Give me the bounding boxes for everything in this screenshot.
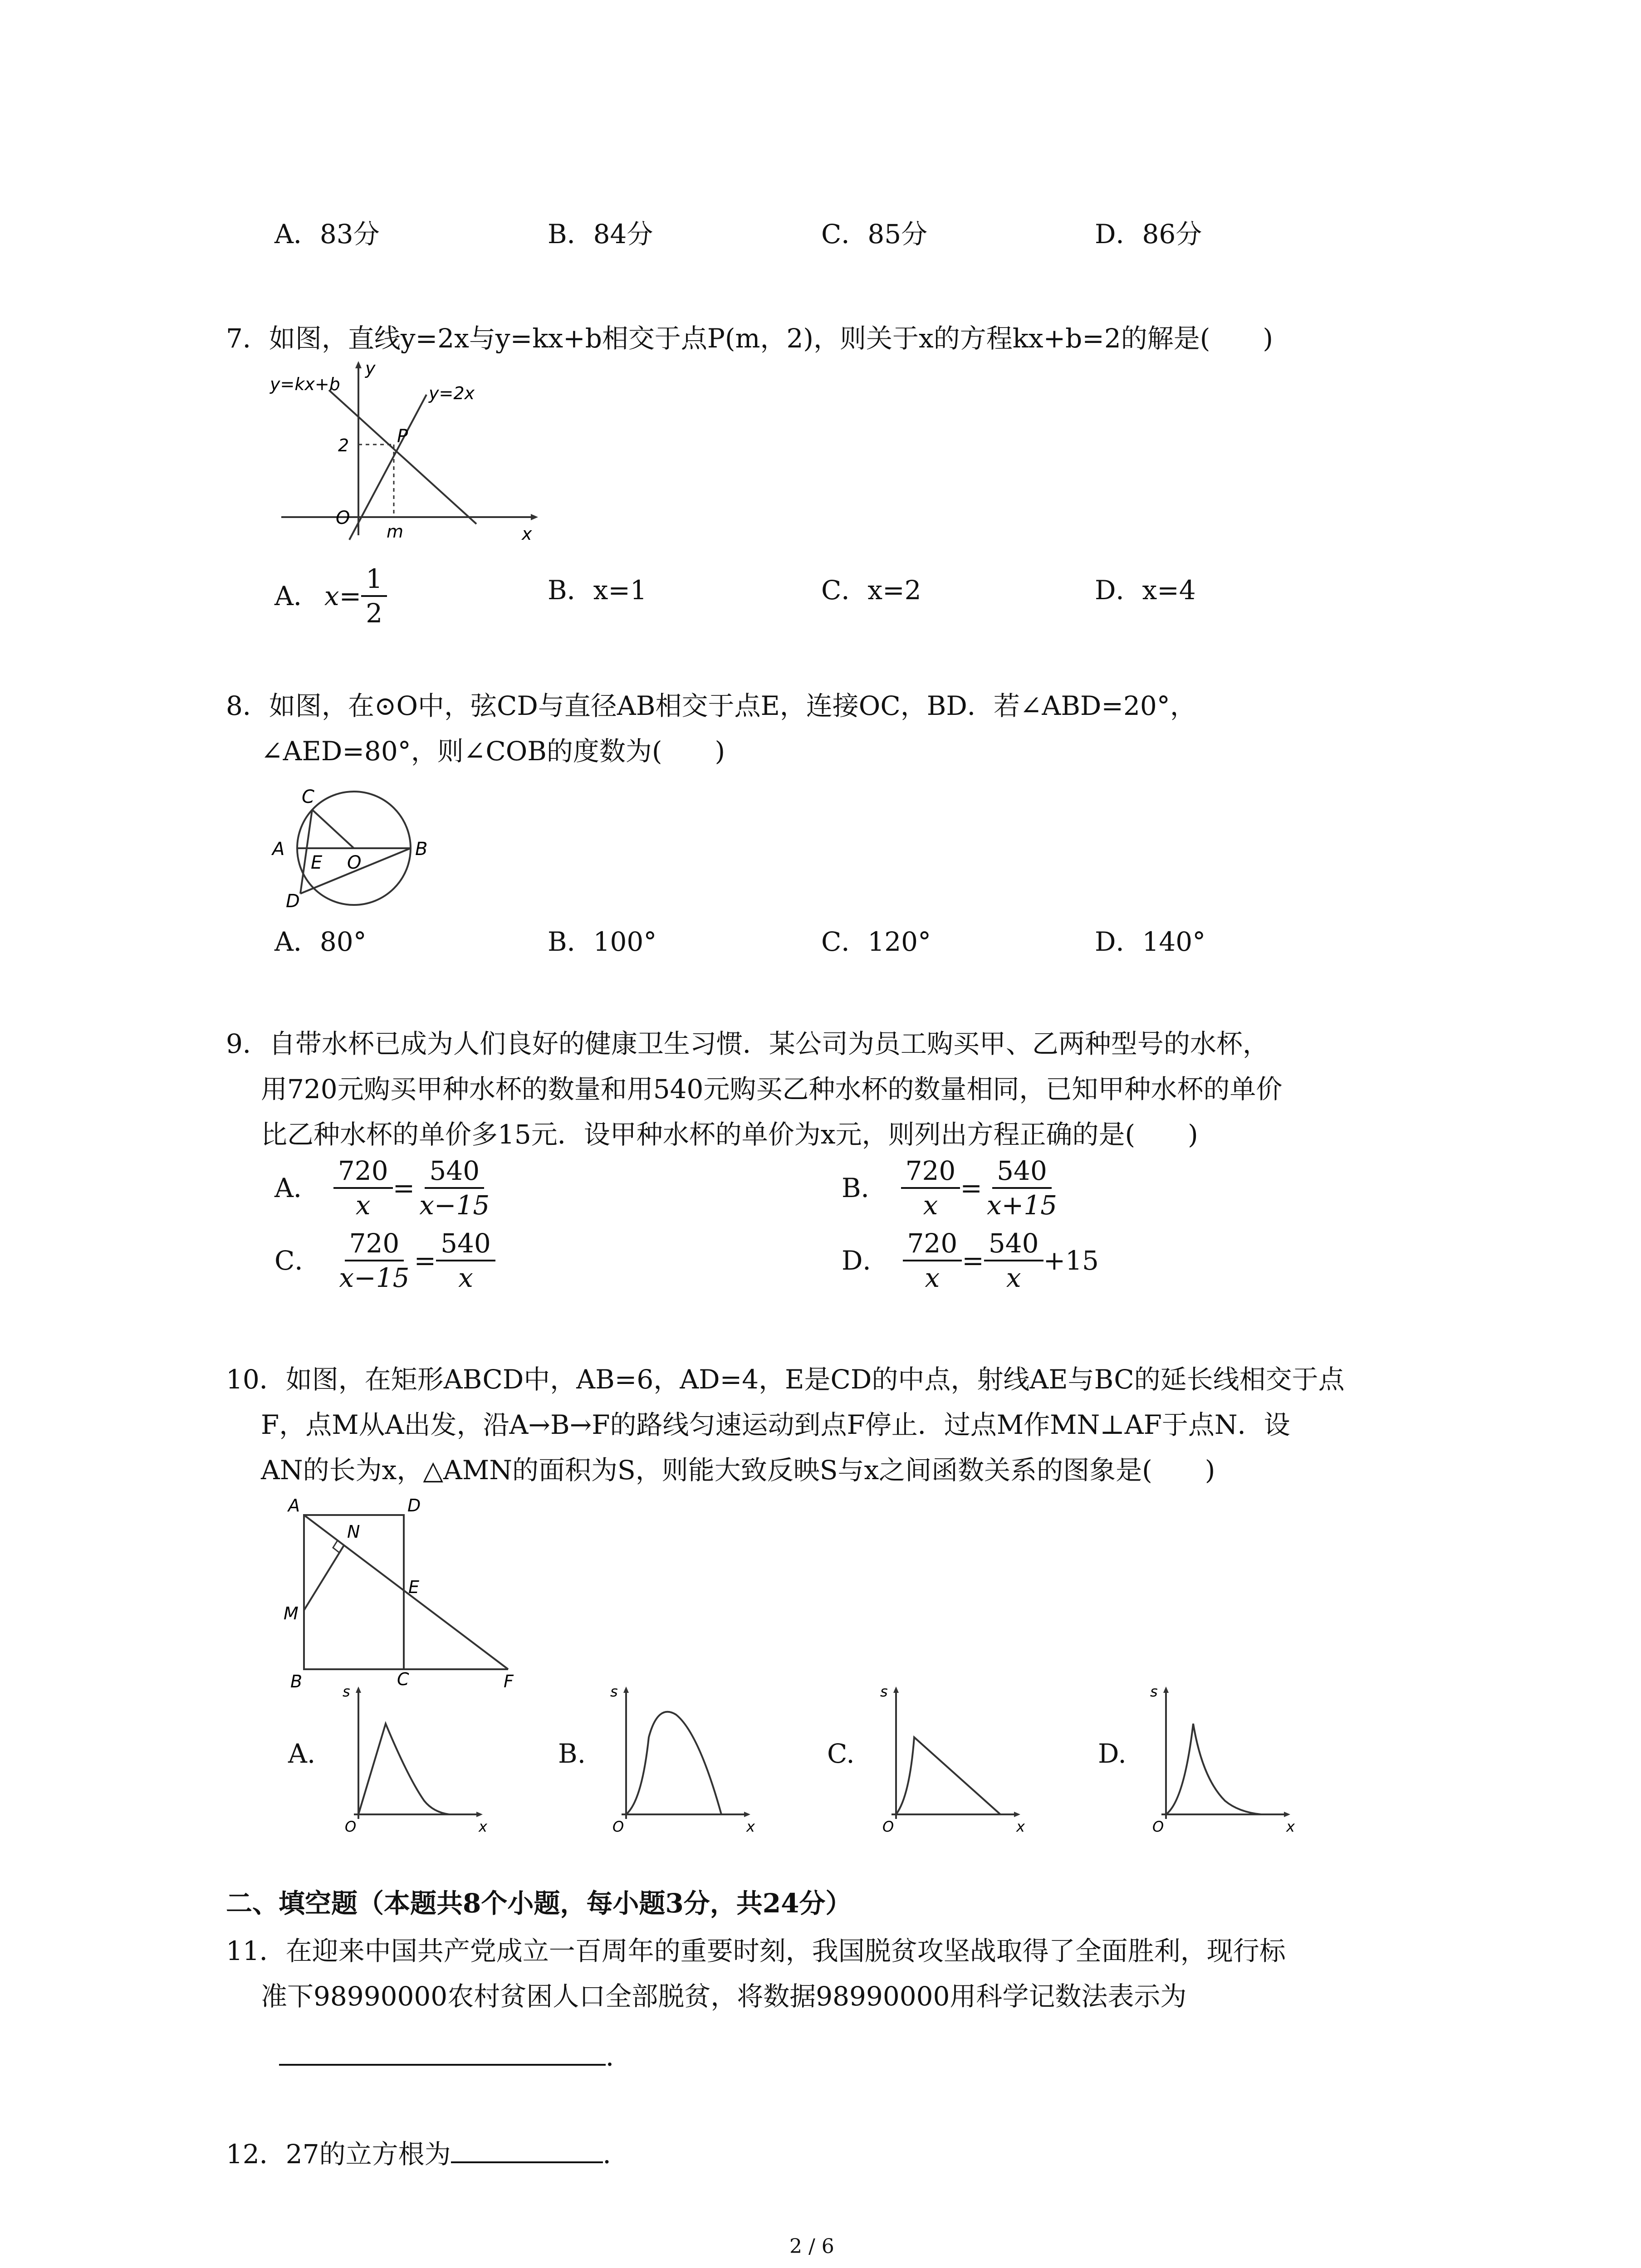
q9-option-a bbox=[274, 1154, 494, 1222]
q12-answer-blank[interactable] bbox=[451, 2134, 603, 2163]
q9-a-frac1 bbox=[333, 1154, 393, 1222]
q9-d-eq: = bbox=[962, 1245, 984, 1276]
q8-label-o: O bbox=[347, 852, 362, 873]
q12-text: 12．27的立方根为 bbox=[226, 2139, 451, 2170]
q9-c-n1: 720 bbox=[345, 1227, 404, 1261]
q10-graph-d bbox=[1148, 1683, 1302, 1833]
q7-option-a bbox=[274, 562, 387, 630]
q9-d-d2: x bbox=[1006, 1262, 1021, 1293]
q7-origin-label: O bbox=[336, 508, 350, 528]
q8-label-a: A bbox=[272, 839, 285, 860]
q10-label-d: D bbox=[407, 1496, 421, 1515]
q9-b-d2: x+15 bbox=[986, 1190, 1058, 1221]
q8-option-a: A．80° bbox=[274, 926, 367, 957]
q6-option-b: B．84分 bbox=[548, 219, 653, 249]
q10-line2: F，点M从A出发，沿A→B→F的路线匀速运动到点F停止．过点M作MN⊥AF于点N．设 bbox=[261, 1409, 1290, 1440]
q10-a-s-label: s bbox=[343, 1683, 350, 1700]
q9-option-d bbox=[842, 1227, 1099, 1294]
q10-figure bbox=[281, 1492, 563, 1692]
q8-label-b: B bbox=[415, 839, 428, 860]
q9-d-n1: 720 bbox=[903, 1227, 962, 1261]
q9-option-d-label: D． bbox=[842, 1245, 889, 1276]
q7-x-axis-label: x bbox=[522, 524, 532, 544]
q9-option-a-label: A． bbox=[274, 1173, 320, 1203]
q9-option-c-label: C． bbox=[274, 1245, 321, 1276]
q7-option-a-den: 2 bbox=[366, 598, 383, 629]
q9-c-frac1 bbox=[334, 1227, 414, 1294]
q9-a-d1: x bbox=[355, 1190, 371, 1221]
q9-d-frac1 bbox=[903, 1227, 962, 1294]
q7-option-a-prefix: A． bbox=[274, 581, 320, 611]
q8-option-c: C．120° bbox=[821, 926, 931, 957]
q9-a-frac2 bbox=[415, 1154, 494, 1222]
q7-point-label: P bbox=[397, 426, 408, 447]
q9-option-c bbox=[274, 1227, 495, 1294]
q10-label-n: N bbox=[347, 1522, 360, 1542]
q8-figure bbox=[268, 776, 449, 912]
q9-b-d1: x bbox=[923, 1190, 938, 1221]
q7-figure bbox=[268, 358, 549, 544]
q10-label-m: M bbox=[284, 1603, 299, 1623]
q6-option-a: A．83分 bbox=[274, 219, 380, 249]
q9-d-n2: 540 bbox=[984, 1227, 1043, 1261]
q10-line3: AN的长为x，△AMN的面积为S，则能大致反映S与x之间函数关系的图象是( ) bbox=[261, 1455, 1215, 1486]
q9-a-n1: 720 bbox=[333, 1154, 393, 1189]
q10-option-a-label: A. bbox=[288, 1738, 316, 1769]
q9-b-n2: 540 bbox=[992, 1154, 1052, 1189]
q10-label-a: A bbox=[288, 1496, 300, 1515]
q7-option-c: C．x=2 bbox=[821, 575, 921, 606]
q9-d-frac2 bbox=[984, 1227, 1043, 1294]
q9-line1: 9．自带水杯已成为人们良好的健康卫生习惯．某公司为员工购买甲、乙两种型号的水杯， bbox=[226, 1028, 1269, 1059]
q10-label-e: E bbox=[408, 1577, 420, 1597]
q7-option-a-fraction bbox=[361, 562, 387, 630]
q10-option-d-label: D. bbox=[1098, 1738, 1127, 1769]
q11-line2: 准下98990000农村贫困人口全部脱贫，将数据98990000用科学记数法表示为 bbox=[261, 1981, 1187, 2012]
q10-label-c: C bbox=[397, 1669, 409, 1689]
q6-option-d: D．86分 bbox=[1095, 219, 1202, 249]
q9-b-n1: 720 bbox=[901, 1154, 960, 1189]
q10-label-f: F bbox=[504, 1672, 514, 1691]
q8-stem-line2: ∠AED=80°，则∠COB的度数为( ) bbox=[261, 736, 725, 767]
q10-d-x-label: x bbox=[1286, 1818, 1295, 1835]
q10-b-s-label: s bbox=[610, 1683, 618, 1700]
q6-option-c: C．85分 bbox=[821, 219, 928, 249]
q7-option-b: B．x=1 bbox=[548, 575, 647, 606]
q9-c-d2: x bbox=[458, 1262, 473, 1293]
q7-option-d: D．x=4 bbox=[1095, 575, 1196, 606]
q8-option-d: D．140° bbox=[1095, 926, 1206, 957]
q10-d-o-label: O bbox=[1152, 1818, 1164, 1835]
q10-c-o-label: O bbox=[882, 1818, 894, 1835]
q7-option-a-num: 1 bbox=[361, 562, 387, 597]
q10-line1: 10．如图，在矩形ABCD中，AB=6，AD=4，E是CD的中点，射线AE与BC的延长线相交于点 bbox=[226, 1364, 1345, 1395]
q9-b-frac2 bbox=[982, 1154, 1062, 1222]
q11-answer-line bbox=[279, 2037, 632, 2073]
q9-a-eq: = bbox=[392, 1173, 415, 1203]
q9-d-d1: x bbox=[925, 1262, 940, 1293]
q9-line2: 用720元购买甲种水杯的数量和用540元购买乙种水杯的数量相同，已知甲种水杯的单价 bbox=[261, 1074, 1283, 1105]
q9-a-d2: x−15 bbox=[419, 1190, 490, 1221]
q9-b-eq: = bbox=[960, 1173, 982, 1203]
q7-line1-label: y=kx+b bbox=[270, 374, 340, 394]
q10-a-x-label: x bbox=[479, 1818, 487, 1835]
q10-graph-b bbox=[608, 1683, 762, 1833]
q9-c-eq: = bbox=[414, 1245, 436, 1276]
q8-label-d: D bbox=[286, 891, 300, 912]
q10-option-b-label: B. bbox=[558, 1738, 586, 1769]
q9-c-n2: 540 bbox=[436, 1227, 495, 1261]
q9-d-tail: +15 bbox=[1043, 1245, 1099, 1276]
q10-option-c-label: C. bbox=[827, 1738, 855, 1769]
q7-x-tick: m bbox=[387, 522, 404, 542]
q7-line2-label: y=2x bbox=[429, 383, 475, 403]
q7-option-a-lhs: x= bbox=[324, 581, 362, 611]
q7-y-tick: 2 bbox=[338, 435, 349, 455]
q9-option-b-label: B． bbox=[842, 1173, 887, 1203]
q8-option-b: B．100° bbox=[548, 926, 657, 957]
page-number: 2 / 6 bbox=[789, 2235, 834, 2258]
q9-a-n2: 540 bbox=[425, 1154, 484, 1189]
q8-stem-line1: 8．如图，在⊙O中，弦CD与直径AB相交于点E，连接OC，BD．若∠ABD=20°， bbox=[226, 690, 1196, 721]
q10-d-s-label: s bbox=[1150, 1683, 1158, 1700]
q10-c-s-label: s bbox=[880, 1683, 888, 1700]
q7-y-axis-label: y bbox=[365, 358, 376, 378]
q10-label-b: B bbox=[290, 1672, 303, 1691]
q12-end: ． bbox=[603, 2139, 629, 2170]
q10-graph-c bbox=[878, 1683, 1032, 1833]
q12 bbox=[226, 2134, 629, 2170]
q10-c-x-label: x bbox=[1016, 1818, 1025, 1835]
q11-answer-blank[interactable] bbox=[279, 2037, 606, 2066]
q10-a-o-label: O bbox=[345, 1818, 357, 1835]
q9-b-frac1 bbox=[901, 1154, 960, 1222]
q9-line3: 比乙种水杯的单价多15元．设甲种水杯的单价为x元，则列出方程正确的是( ) bbox=[261, 1119, 1198, 1150]
q8-label-e: E bbox=[311, 852, 323, 873]
q9-c-d1: x−15 bbox=[339, 1262, 410, 1293]
q7-stem: 7．如图，直线y=2x与y=kx+b相交于点P(m，2)，则关于x的方程kx+b=2的解是( ) bbox=[226, 323, 1274, 354]
q10-graph-a bbox=[340, 1683, 495, 1833]
section2-title: 二、填空题（本题共8个小题，每小题3分，共24分） bbox=[226, 1888, 852, 1919]
q9-option-b bbox=[842, 1154, 1062, 1222]
q10-b-x-label: x bbox=[746, 1818, 755, 1835]
q8-label-c: C bbox=[302, 787, 314, 807]
q9-c-frac2 bbox=[436, 1227, 495, 1294]
q11-line1: 11．在迎来中国共产党成立一百周年的重要时刻，我国脱贫攻坚战取得了全面胜利，现行标 bbox=[226, 1936, 1286, 1966]
q11-end: ． bbox=[606, 2041, 632, 2072]
q10-b-o-label: O bbox=[612, 1818, 624, 1835]
